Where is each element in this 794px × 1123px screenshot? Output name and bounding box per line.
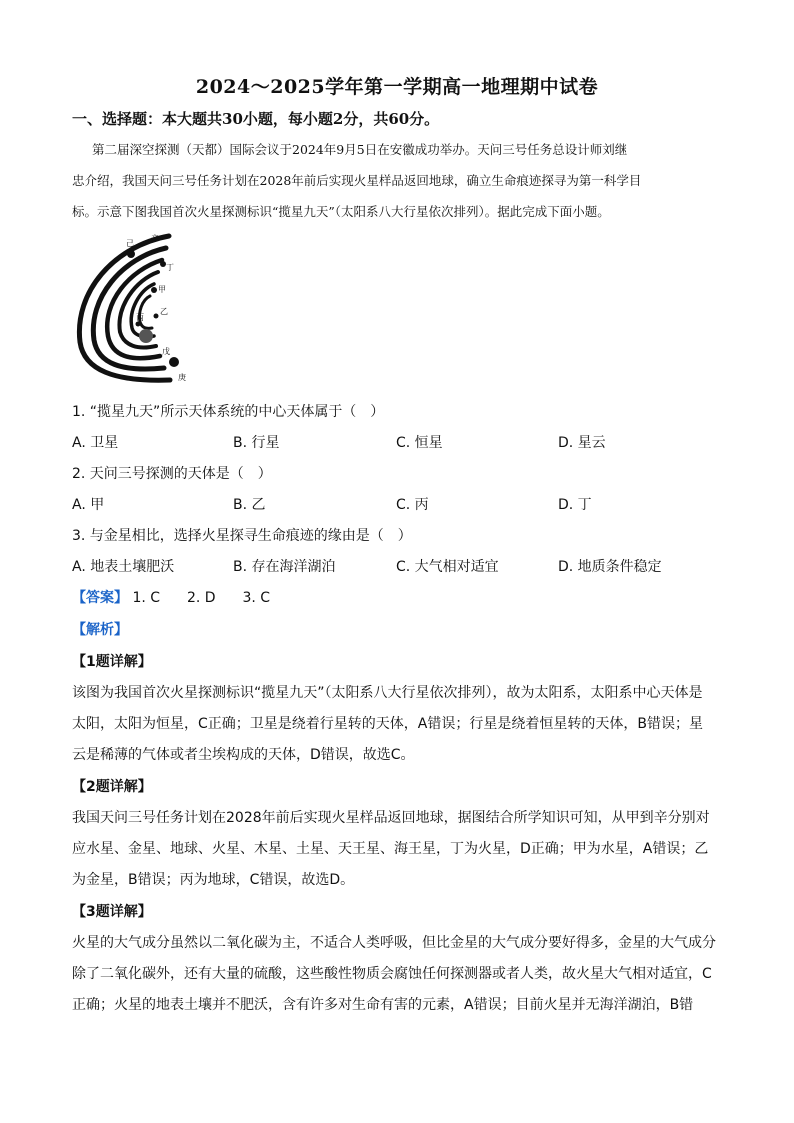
- figure-label: 乙: [160, 307, 168, 316]
- option-c[interactable]: C. 大气相对适宜: [396, 559, 499, 575]
- passage-line: 第二届深空探测（天都）国际会议于2024年9月5日在安徽成功举办。天问三号任务总设计师刘继: [92, 142, 628, 157]
- detail-label: 【1题详解】: [72, 654, 152, 670]
- detail-line: 我国天问三号任务计划在2028年前后实现火星样品返回地球，据图结合所学知识可知，从甲到辛分别对: [72, 810, 710, 826]
- answer-line: [72, 587, 270, 607]
- detail-line: 为金星，B错误；丙为地球，C错误，故选D。: [72, 872, 355, 888]
- answer-label: 【答案】: [72, 590, 128, 606]
- planet-marker: [169, 357, 179, 367]
- detail-line: 除了二氧化碳外，还有大量的硫酸，这些酸性物质会腐蚀任何探测器或者人类，故火星大气相对适宜，C: [72, 966, 712, 982]
- passage-line: 忠介绍，我国天问三号任务计划在2028年前后实现火星样品返回地球，确立生命痕迹探寻为第一科学目: [72, 173, 642, 188]
- passage-line: 标。示意下图我国首次火星探测标识“揽星九天”（太阳系八大行星依次排列）。据此完成下面小题。: [72, 204, 610, 219]
- planet-logo-figure: [74, 232, 198, 384]
- figure-label: 甲: [158, 285, 166, 294]
- option-a[interactable]: A. 地表土壤肥沃: [72, 559, 175, 575]
- section-heading: 一、选择题：本大题共30小题，每小题2分，共60分。: [72, 110, 440, 128]
- planet-marker: [136, 322, 141, 327]
- planet-marker: [139, 329, 153, 343]
- figure-label: 丁: [166, 263, 174, 272]
- detail-line: 该图为我国首次火星探测标识“揽星九天”（太阳系八大行星依次排列），故为太阳系，太阳系中心天体是: [72, 685, 703, 701]
- question-stem: 2. 天问三号探测的天体是（ ）: [72, 466, 272, 482]
- answer-value: 1. C: [132, 590, 161, 606]
- answer-value: 2. D: [186, 590, 216, 606]
- question-stem: 1. “揽星九天”所示天体系统的中心天体属于（ ）: [72, 404, 385, 420]
- detail-label: 【2题详解】: [72, 779, 152, 795]
- detail-line: 火星的大气成分虽然以二氧化碳为主，不适合人类呼吸，但比金星的大气成分要好得多，金星的大气成分: [72, 935, 716, 951]
- detail-line: 应水星、金星、地球、火星、木星、土星、天王星、海王星，丁为火星，D正确；甲为水星，A错误；乙: [72, 841, 709, 857]
- orbit-arc: [93, 248, 166, 369]
- option-b[interactable]: B. 存在海洋湖泊: [233, 559, 336, 575]
- option-b[interactable]: B. 乙: [233, 497, 266, 513]
- option-c[interactable]: C. 丙: [396, 497, 429, 513]
- option-c[interactable]: C. 恒星: [396, 435, 443, 451]
- detail-label: 【3题详解】: [72, 904, 152, 920]
- page-title: 2024～2025学年第一学期高一地理期中试卷: [195, 76, 599, 98]
- question-stem: 3. 与金星相比，选择火星探寻生命痕迹的缘由是（ ）: [72, 528, 412, 544]
- planet-marker: [127, 250, 135, 258]
- option-d[interactable]: D. 星云: [558, 435, 606, 451]
- figure-label: 戊: [162, 347, 170, 356]
- option-d[interactable]: D. 丁: [558, 497, 592, 513]
- figure-label: 丙: [136, 313, 144, 322]
- option-a[interactable]: A. 卫星: [72, 435, 119, 451]
- option-a[interactable]: A. 甲: [72, 497, 105, 513]
- detail-line: 云是稀薄的气体或者尘埃构成的天体，D错误，故选C。: [72, 747, 415, 763]
- figure-label: 庚: [178, 373, 186, 382]
- analysis-label: 【解析】: [72, 622, 128, 638]
- figure-label: 己: [126, 239, 134, 248]
- planet-marker: [154, 314, 159, 319]
- option-d[interactable]: D. 地质条件稳定: [558, 559, 662, 575]
- detail-line: 正确；火星的地表土壤并不肥沃，含有许多对生命有害的元素，A错误；目前火星并无海洋湖泊，B错: [72, 997, 694, 1013]
- figure-label: 辛: [151, 234, 159, 243]
- answer-value: 3. C: [242, 590, 271, 606]
- planet-marker: [151, 287, 157, 293]
- option-b[interactable]: B. 行星: [233, 435, 280, 451]
- detail-line: 太阳，太阳为恒星，C正确；卫星是绕着行星转的天体，A错误；行星是绕着恒星转的天体，B错误；星: [72, 716, 703, 732]
